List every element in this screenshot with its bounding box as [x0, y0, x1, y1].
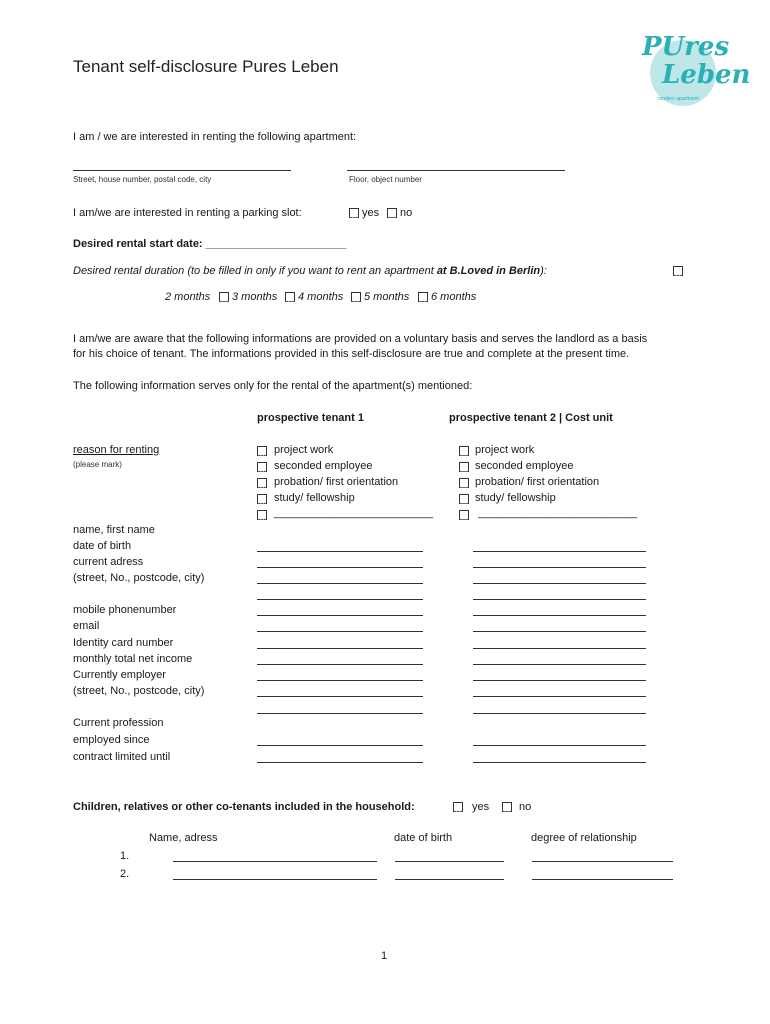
duration-3-checkbox[interactable]	[219, 292, 229, 302]
t2-address-field[interactable]	[473, 567, 646, 568]
t1-mobile-field[interactable]	[257, 615, 423, 616]
street-label: Street, house number, postal code, city	[73, 175, 212, 184]
start-date-label: Desired rental start date:	[73, 238, 206, 250]
field-label: date of birth	[73, 540, 132, 552]
start-date-blank: _______________________	[205, 238, 347, 250]
duration-4-checkbox[interactable]	[285, 292, 295, 302]
field-label: Current profession	[73, 717, 164, 729]
household-col-dob: date of birth	[394, 832, 453, 844]
t2-employer-detail-field[interactable]	[473, 696, 646, 697]
reason-label: reason for renting	[73, 444, 160, 456]
t2-seconded-checkbox[interactable]	[459, 462, 469, 472]
duration-5-checkbox[interactable]	[351, 292, 361, 302]
household-question: Children, relatives or other co-tenants included in the household:	[73, 801, 415, 813]
page-title: Tenant self-disclosure Pures Leben	[73, 57, 339, 76]
reason-hint: (please mark)	[73, 460, 122, 469]
t1-employer-detail-field[interactable]	[257, 696, 423, 697]
duration-label-start: Desired rental duration (to be filled in only if you want to rent an apartment	[73, 265, 437, 277]
field-label: monthly total net income	[73, 653, 193, 665]
household-row-number: 1.	[120, 850, 130, 862]
parking-yes-checkbox[interactable]	[349, 208, 359, 218]
t1-address-extra-field[interactable]	[257, 599, 423, 600]
field-label: email	[73, 620, 100, 632]
field-label: name, first name	[73, 524, 155, 536]
field-label: contract limited until	[73, 751, 171, 763]
duration-label-bold: at B.Loved in Berlin	[436, 265, 541, 277]
floor-label: Floor, object number	[349, 175, 422, 184]
duration-option: 3 months	[232, 291, 278, 303]
household-row2-name-field[interactable]	[173, 879, 377, 880]
street-field[interactable]	[73, 170, 291, 171]
floor-field[interactable]	[347, 170, 565, 171]
t2-address-extra-field[interactable]	[473, 599, 646, 600]
t1-email-field[interactable]	[257, 631, 423, 632]
t2-income-field[interactable]	[473, 664, 646, 665]
household-row1-dob-field[interactable]	[395, 861, 504, 862]
household-yes-label: yes	[472, 801, 490, 813]
household-col-relation: degree of relationship	[531, 832, 637, 844]
t2-mobile-field[interactable]	[473, 615, 646, 616]
t1-income-field[interactable]	[257, 664, 423, 665]
household-no-label: no	[519, 801, 532, 813]
reason-option: probation/ first orientation	[274, 476, 399, 488]
household-row1-name-field[interactable]	[173, 861, 377, 862]
tenant1-header: prospective tenant 1	[257, 412, 364, 424]
t1-probation-checkbox[interactable]	[257, 478, 267, 488]
household-yes-checkbox[interactable]	[453, 802, 463, 812]
t2-employer-extra-field[interactable]	[473, 713, 646, 714]
household-row1-relation-field[interactable]	[532, 861, 673, 862]
field-label: (street, No., postcode, city)	[73, 572, 205, 584]
logo-line1: PUres	[642, 32, 730, 62]
field-label: (street, No., postcode, city)	[73, 685, 205, 697]
field-label: mobile phonenumber	[73, 604, 177, 616]
parking-no-checkbox[interactable]	[387, 208, 397, 218]
parking-no-label: no	[400, 207, 413, 219]
duration-label-end: ):	[540, 265, 547, 277]
household-row2-dob-field[interactable]	[395, 879, 504, 880]
reason-option: study/ fellowship	[274, 492, 355, 504]
reason-option: seconded employee	[274, 460, 373, 472]
t1-address-field[interactable]	[257, 567, 423, 568]
t1-dob-field[interactable]	[257, 551, 423, 552]
t1-contract-field[interactable]	[257, 762, 423, 763]
duration-checkbox[interactable]	[673, 266, 683, 276]
t1-employed-since-field[interactable]	[257, 745, 423, 746]
t1-seconded-checkbox[interactable]	[257, 462, 267, 472]
t2-id-card-field[interactable]	[473, 648, 646, 649]
t1-other-field[interactable]: __________________________	[274, 507, 434, 519]
household-row-number: 2.	[120, 868, 130, 880]
parking-yes-label: yes	[362, 207, 380, 219]
field-label: current adress	[73, 556, 144, 568]
field-label: Currently employer	[73, 669, 166, 681]
t2-employed-since-field[interactable]	[473, 745, 646, 746]
household-no-checkbox[interactable]	[502, 802, 512, 812]
page-number: 1	[381, 950, 388, 962]
notice-line: The following information serves only for the rental of the apartment(s) mentioned:	[73, 380, 473, 392]
start-date-field[interactable]	[73, 238, 346, 250]
logo-tagline: modern apartment	[658, 96, 699, 102]
t1-employer-extra-field[interactable]	[257, 713, 423, 714]
reason-option: seconded employee	[475, 460, 574, 472]
duration-option: 5 months	[364, 291, 410, 303]
t2-other-field[interactable]: __________________________	[478, 507, 638, 519]
field-label: Identity card number	[73, 637, 174, 649]
t2-study-checkbox[interactable]	[459, 494, 469, 504]
tenant2-header: prospective tenant 2 | Cost unit	[449, 412, 613, 424]
t2-email-field[interactable]	[473, 631, 646, 632]
reason-option: project work	[475, 444, 535, 456]
t2-project-checkbox[interactable]	[459, 446, 469, 456]
household-col-name: Name, adress	[149, 832, 218, 844]
logo-line2: Leben	[662, 60, 751, 90]
field-label: employed since	[73, 734, 150, 746]
t2-employer-field[interactable]	[473, 680, 646, 681]
t2-address-detail-field[interactable]	[473, 583, 646, 584]
notice-line: I am/we are aware that the following informations are provided on a voluntary basis and serves the landlord as a basis	[73, 333, 648, 345]
t1-study-checkbox[interactable]	[257, 494, 267, 504]
reason-option: project work	[274, 444, 334, 456]
t1-other-checkbox[interactable]	[257, 510, 267, 520]
reason-option: probation/ first orientation	[475, 476, 600, 488]
t2-other-checkbox[interactable]	[459, 510, 469, 520]
t2-probation-checkbox[interactable]	[459, 478, 469, 488]
duration-option: 4 months	[298, 291, 344, 303]
t1-project-checkbox[interactable]	[257, 446, 267, 456]
notice-line: for his choice of tenant. The informations provided in this self-disclosure are true and complete at the present time.	[73, 348, 630, 360]
duration-6-checkbox[interactable]	[418, 292, 428, 302]
reason-option: study/ fellowship	[475, 492, 556, 504]
t2-dob-field[interactable]	[473, 551, 646, 552]
duration-option: 6 months	[431, 291, 477, 303]
duration-option: 2 months	[165, 291, 211, 303]
duration-label	[73, 265, 547, 277]
apartment-intro: I am / we are interested in renting the following apartment:	[73, 131, 357, 143]
t1-employer-field[interactable]	[257, 680, 423, 681]
t2-contract-field[interactable]	[473, 762, 646, 763]
t1-address-detail-field[interactable]	[257, 583, 423, 584]
household-row2-relation-field[interactable]	[532, 879, 673, 880]
pures-leben-logo	[636, 30, 751, 110]
t1-id-card-field[interactable]	[257, 648, 423, 649]
parking-question: I am/we are interested in renting a parking slot:	[73, 207, 302, 219]
